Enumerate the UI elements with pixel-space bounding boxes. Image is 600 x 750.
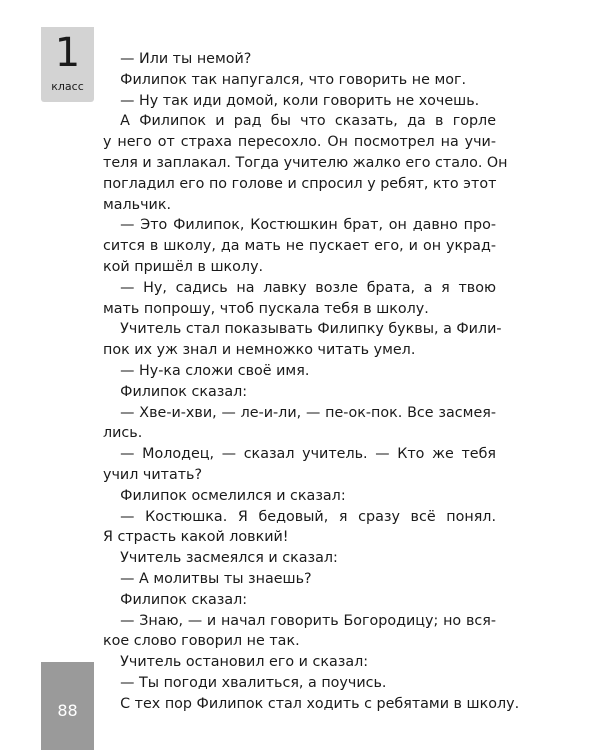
text-line: Учитель остановил его и сказал: [120,654,369,671]
text-line: мать попрошу, чтоб пускала тебя в школу. [103,300,429,317]
text-line: А Филипок и рад бы что сказать, да в горле [120,113,496,130]
grade-number: 1 [54,30,81,76]
text-line: — Костюшка. Я бедовый, я сразу всё понял. [120,508,496,525]
text-line: — Ну, садись на лавку возле брата, а я твою [120,279,496,296]
text-line: — Хве-и-хви, — ле-и-ли, — пе-ок-пок. Все засмея- [120,404,496,421]
text-line: — Это Филипок, Костюшкин брат, он давно про- [120,217,496,234]
text-line: — Ну-ка сложи своё имя. [120,362,310,379]
text-line: кой пришёл в школу. [103,258,264,275]
story-text [103,49,520,715]
text-line: кое слово говорил не так. [103,633,300,650]
page-number-tab [41,662,94,750]
text-line: у него от страха пересохло. Он посмотрел на учи- [103,134,496,151]
grade-tab [41,27,94,102]
text-line: Филипок сказал: [120,591,248,608]
text-line: — Знаю, — и начал говорить Богородицу; но вся- [120,612,496,629]
text-line: лись. [103,425,143,442]
text-line: теля и заплакал. Тогда учителю жалко его стало. Он [103,154,508,171]
text-line: Филипок так напугался, что говорить не мог. [120,71,467,88]
text-line: Учитель стал показывать Филипку буквы, а Фили- [120,321,502,338]
text-line: Учитель засмеялся и сказал: [120,550,338,567]
text-line: пок их уж знал и немножко читать умел. [103,342,416,359]
text-line: — Или ты немой? [120,51,252,67]
text-line: Филипок осмелился и сказал: [120,487,346,504]
text-line: С тех пор Филипок стал ходить с ребятами в школу. [120,695,520,712]
grade-label: класс [51,80,84,93]
text-line: — Ты погоди хвалиться, а поучись. [120,674,387,691]
text-line: Я страсть какой ловкий! [103,529,289,546]
text-line: учил читать? [103,466,203,483]
text-line: погладил его по голове и спросил у ребят, кто этот [103,175,497,192]
text-line: Филипок сказал: [120,383,248,400]
text-line: мальчик. [103,196,172,213]
page-number: 88 [57,701,78,720]
text-line: сится в школу, да мать не пускает его, и он украд- [103,238,496,255]
text-line: — Ну так иди домой, коли говорить не хочешь. [120,92,480,109]
text-line: — Молодец, — сказал учитель. — Кто же тебя [120,446,496,463]
text-line: — А молитвы ты знаешь? [120,570,312,587]
